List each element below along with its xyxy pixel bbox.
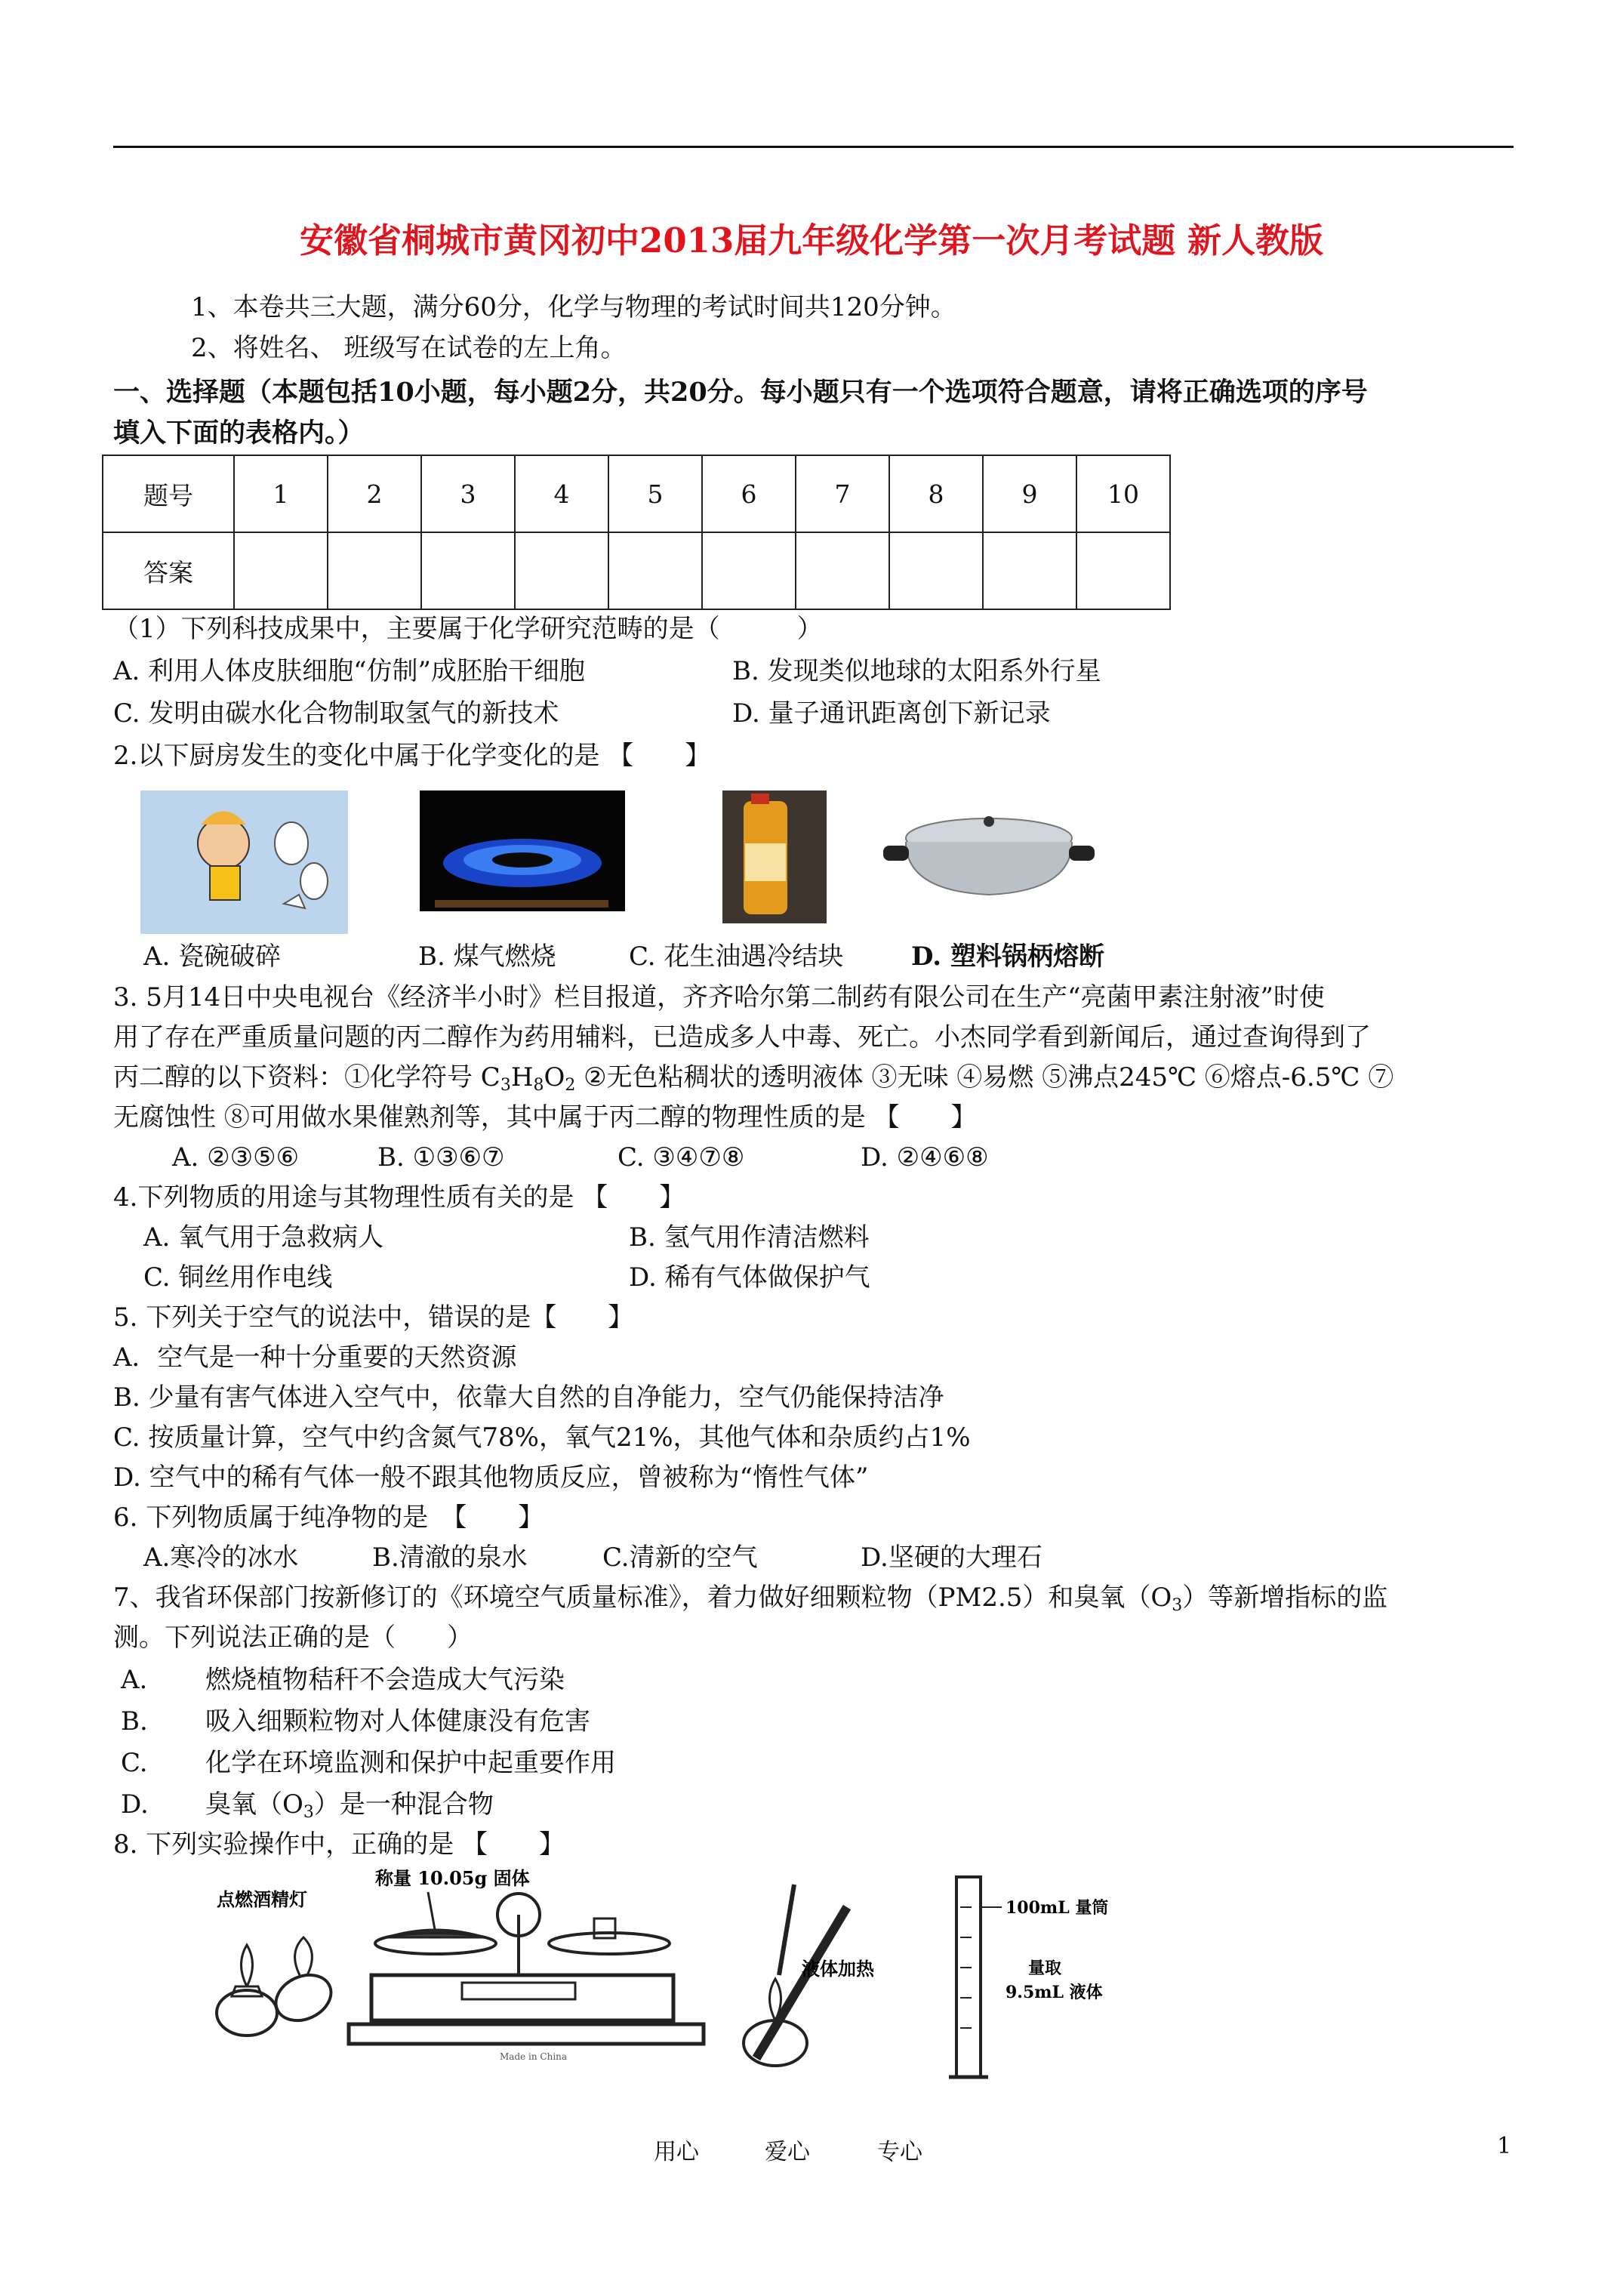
q4-option-b: B. 氢气用作清洁燃料 [629, 1222, 870, 1253]
page-number: 1 [1497, 2133, 1512, 2159]
q4-option-d: D. 稀有气体做保护气 [629, 1262, 870, 1293]
q4-stem: 4.下列物质的用途与其物理性质有关的是 【 】 [113, 1182, 685, 1213]
answer-table-answer-row [103, 532, 1170, 609]
answer-cell[interactable] [889, 532, 983, 609]
answer-cell[interactable] [234, 532, 328, 609]
q7-line-2: 测。下列说法正确的是（ ） [113, 1623, 473, 1653]
answer-cell[interactable] [796, 532, 889, 609]
section-1-heading: 一、选择题（本题包括10小题，每小题2分，共20分。每小题只有一个选项符合题意，请将正确选项的序号 [113, 377, 1368, 408]
balance-maker-text: Made in China [500, 2051, 568, 2062]
balance-label: 称量 10.05g 固体 [375, 1867, 530, 1889]
q6-option-d: D.坚硬的大理石 [861, 1542, 1042, 1573]
answer-cell[interactable] [515, 532, 608, 609]
answer-table-num: 5 [608, 455, 702, 532]
answer-table-num: 2 [328, 455, 421, 532]
q4-option-a: A. 氧气用于急救病人 [143, 1222, 384, 1253]
answer-cell[interactable] [1076, 532, 1170, 609]
q7-option-b: 吸入细颗粒物对人体健康没有危害 [205, 1706, 590, 1737]
q2-option-c: C. 花生油遇冷结块 [629, 942, 844, 972]
q3-option-c: C. ③④⑦⑧ [617, 1142, 745, 1173]
q2-option-a: A. 瓷碗破碎 [143, 942, 282, 972]
pot-image [876, 808, 1102, 914]
answer-table-num: 10 [1076, 455, 1170, 532]
answer-table-label-number: 题号 [103, 455, 234, 532]
lab-operations-figure [175, 1862, 1126, 2088]
q5-stem: 5. 下列关于空气的说法中，错误的是【 】 [113, 1302, 634, 1333]
q3-line-4: 无腐蚀性 ⑧可用做水果催熟剂等，其中属于丙二醇的物理性质的是 【 】 [113, 1102, 977, 1133]
q3-option-d: D. ②④⑥⑧ [861, 1142, 989, 1173]
q6-option-b: B.清澈的泉水 [372, 1542, 528, 1573]
footer-item: 专心 [877, 2139, 922, 2165]
q3-line-1: 3. 5月14日中央电视台《经济半小时》栏目报道，齐齐哈尔第二制药有限公司在生产“亮菌甲素注射液”时使 [113, 982, 1325, 1012]
answer-table-num: 3 [421, 455, 515, 532]
q3-option-b: B. ①③⑥⑦ [377, 1142, 505, 1173]
note-1: 1、本卷共三大题，满分60分，化学与物理的考试时间共120分钟。 [191, 292, 956, 322]
q3-line-3: 丙二醇的以下资料：①化学符号 $C_3H_8O_2$ ②无色粘稠状的透明液体 ③无味 ④易燃 ⑤沸点245℃ ⑥熔点-6.5℃ ⑦ [113, 1062, 1394, 1095]
q8-stem: 8. 下列实验操作中，正确的是 【 】 [113, 1829, 565, 1860]
q7-option-c-letter: C. [121, 1748, 148, 1778]
q5-option-a: A．空气是一种十分重要的天然资源 [113, 1342, 517, 1373]
q3-line-2: 用了存在严重质量问题的丙二醇作为药用辅料，已造成多人中毒、死亡。小杰同学看到新闻后，通过查询得到了 [113, 1022, 1371, 1052]
measure-label-1: 量取 [1028, 1959, 1062, 1978]
heating-label: 液体加热 [802, 1958, 874, 1980]
answer-cell[interactable] [702, 532, 796, 609]
answer-table-label-answer: 答案 [103, 532, 234, 609]
q7-option-d-letter: D. [121, 1789, 149, 1820]
q5-option-b: B. 少量有害气体进入空气中，依靠大自然的自净能力，空气仍能保持洁净 [113, 1382, 944, 1413]
answer-cell[interactable] [983, 532, 1076, 609]
q6-stem: 6. 下列物质属于纯净物的是 【 】 [113, 1502, 544, 1533]
answer-table-num: 1 [234, 455, 328, 532]
answer-table-num: 4 [515, 455, 608, 532]
broken-bowl-cartoon-image [140, 791, 348, 934]
q2-stem: 2.以下厨房发生的变化中属于化学变化的是 【 】 [113, 741, 711, 771]
q7-option-a-letter: A. [121, 1665, 148, 1695]
q6-option-a: A.寒冷的冰水 [143, 1542, 299, 1573]
q1-option-d: D. 量子通讯距离创下新记录 [732, 698, 1051, 729]
q1-stem: （1）下列科技成果中，主要属于化学研究范畴的是（ ） [113, 614, 823, 644]
q3-option-a: A. ②③⑤⑥ [172, 1142, 300, 1173]
q5-option-d: D. 空气中的稀有气体一般不跟其他物质反应，曾被称为“惰性气体” [113, 1462, 869, 1493]
note-2: 2、将姓名、 班级写在试卷的左上角。 [191, 333, 627, 363]
peanut-oil-bottle-image [722, 791, 827, 923]
answer-table-num: 7 [796, 455, 889, 532]
q7-option-d: 臭氧$(O_3)$是一种混合物 [205, 1789, 494, 1822]
answer-table-num: 6 [702, 455, 796, 532]
cylinder-label: 100mL 量筒 [1006, 1898, 1109, 1918]
answer-cell[interactable] [421, 532, 515, 609]
footer-item: 用心 [654, 2139, 699, 2165]
q5-option-c: C. 按质量计算，空气中约含氮气78%，氧气21%，其他气体和杂质约占1% [113, 1422, 971, 1453]
q7-line-1: 7、我省环保部门按新修订的《环境空气质量标准》，着力做好细颗粒物（PM2.5）和臭氧$(O_3)$等新增指标的监 [113, 1583, 1388, 1615]
q1-option-c: C. 发明由碳水化合物制取氢气的新技术 [113, 698, 559, 729]
q1-option-a: A. 利用人体皮肤细胞“仿制”成胚胎干细胞 [113, 656, 585, 686]
header-rule [113, 146, 1514, 148]
q6-option-c: C.清新的空气 [602, 1542, 758, 1573]
q2-option-d: D. 塑料锅柄熔断 [911, 942, 1104, 972]
footer-item: 爱心 [765, 2139, 810, 2165]
measure-label-2: 9.5mL 液体 [1006, 1983, 1103, 2002]
answer-cell[interactable] [608, 532, 702, 609]
q7-option-b-letter: B. [121, 1706, 148, 1737]
section-1-heading-cont: 填入下面的表格内。） [113, 418, 365, 448]
exam-title: 安徽省桐城市黄冈初中2013届九年级化学第一次月考试题 新人教版 [300, 220, 1323, 260]
q2-option-b: B. 煤气燃烧 [418, 942, 556, 972]
lamp-label: 点燃酒精灯 [217, 1888, 307, 1910]
q1-option-b: B. 发现类似地球的太阳系外行星 [732, 656, 1101, 686]
answer-table [102, 455, 1171, 610]
answer-cell[interactable] [328, 532, 421, 609]
q4-option-c: C. 铜丝用作电线 [143, 1262, 333, 1293]
answer-table-num: 9 [983, 455, 1076, 532]
answer-table-num: 8 [889, 455, 983, 532]
answer-table-header-row [103, 455, 1170, 532]
gas-flame-image [420, 791, 625, 911]
q7-option-c: 化学在环境监测和保护中起重要作用 [205, 1748, 616, 1778]
q7-option-a: 燃烧植物秸秆不会造成大气污染 [205, 1665, 565, 1695]
